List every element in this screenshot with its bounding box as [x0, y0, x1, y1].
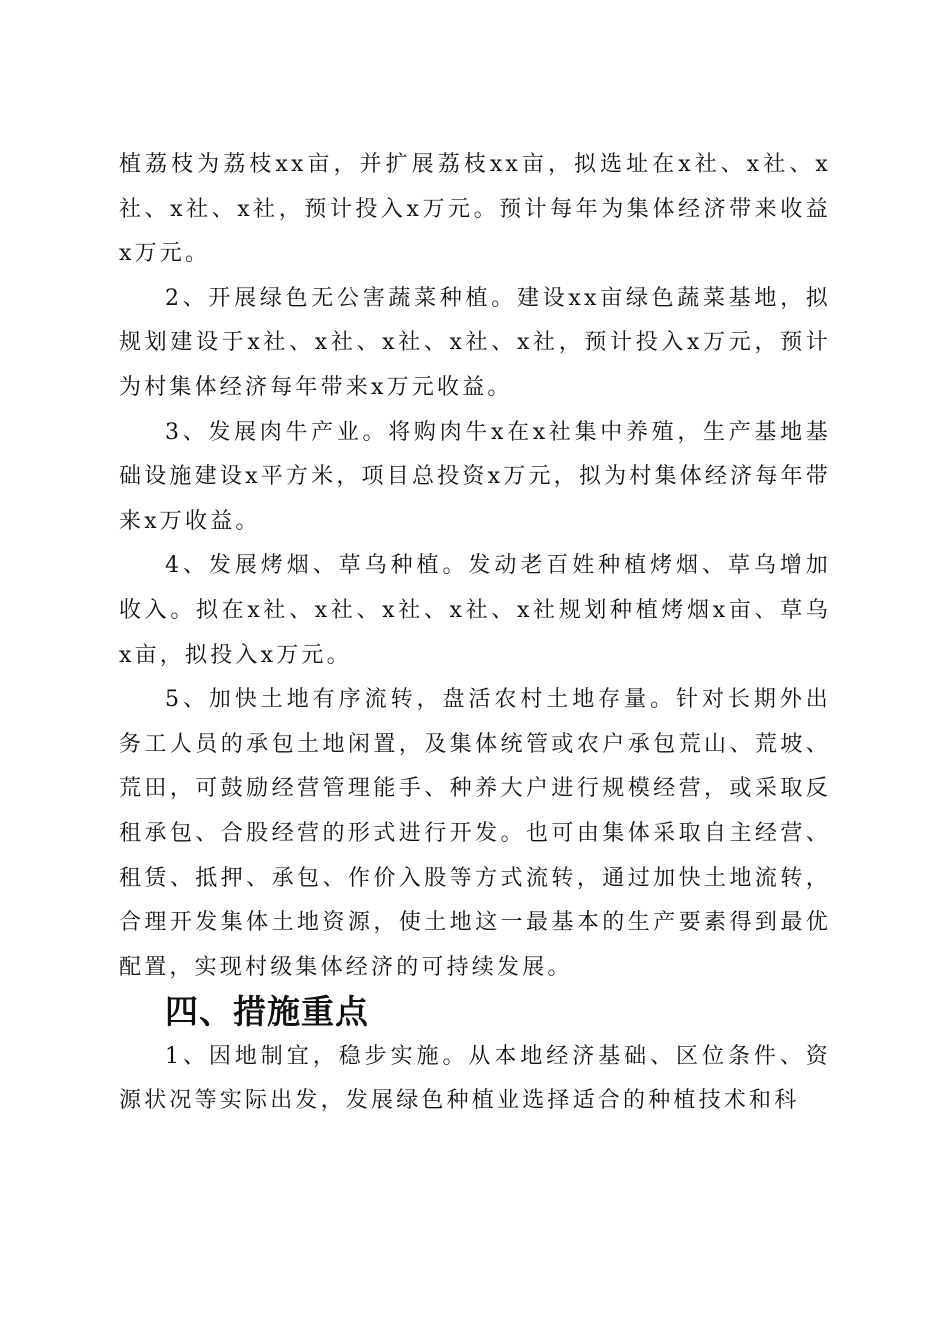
paragraph-beef-cattle: 3、发展肉牛产业。将购肉牛x在x社集中养殖，生产基地基础设施建设x平方米，项目总投资x万元，拟为村集体经济每年带来x万收益。 [119, 419, 831, 534]
paragraph-land-transfer: 5、加快土地有序流转，盘活农村土地存量。针对长期外出务工人员的承包土地闲置，及集体统管或农户承包荒山、荒坡、荒田，可鼓励经营管理能手、种养大户进行规模经营，或采取反租承包、合股经营的形式进行开发。也可由集体采取自主经营、租赁、抵押、承包、作价入股等方式流转，通过加快土地流转，合理开发集体土地资源，使土地这一最基本的生产要素得到最优配置，实现村级集体经济的可持续发展。 [119, 687, 831, 980]
paragraph-lychee-continuation: 植荔枝为荔枝xx亩，并扩展荔枝xx亩，拟选址在x社、x社、x社、x社、x社，预计投入x万元。预计每年为集体经济带来收益x万元。 [119, 152, 831, 267]
paragraph-tobacco-caowu: 4、发展烤烟、草乌种植。发动老百姓种植烤烟、草乌增加收入。拟在x社、x社、x社、x社、x社规划种植烤烟x亩、草乌x亩，拟投入x万元。 [119, 553, 831, 668]
paragraph-vegetable-planting: 2、开展绿色无公害蔬菜种植。建设xx亩绿色蔬菜基地，拟规划建设于x社、x社、x社、x社、x社，预计投入x万元，预计为村集体经济每年带来x万元收益。 [119, 285, 831, 400]
section-heading-measures: 四、措施重点 [165, 992, 369, 1032]
document-page [119, 143, 831, 1124]
paragraph-local-conditions: 1、因地制宜，稳步实施。从本地经济基础、区位条件、资源状况等实际出发，发展绿色种植业选择适合的种植技术和科 [119, 1043, 831, 1114]
